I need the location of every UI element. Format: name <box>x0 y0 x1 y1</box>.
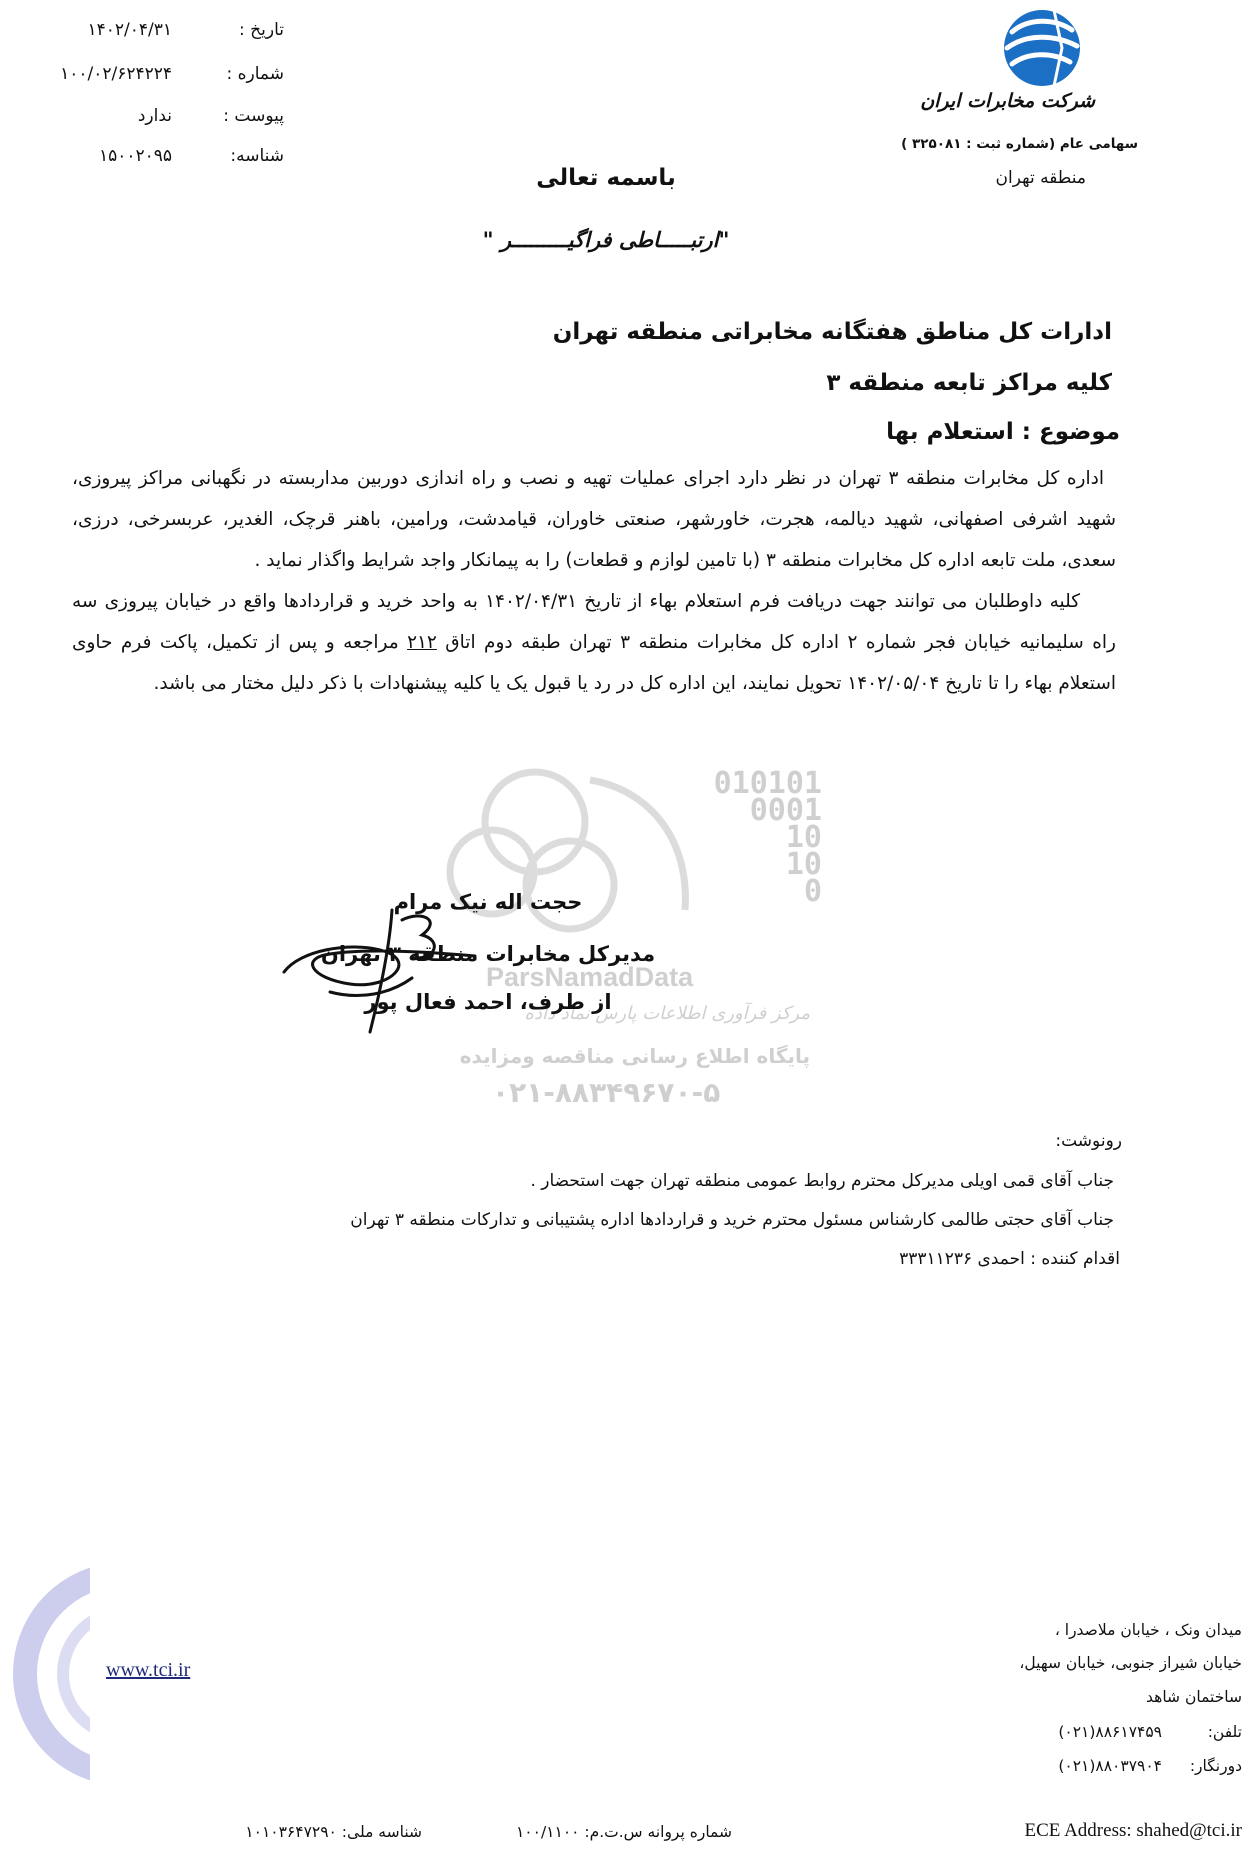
body-paragraph-1: اداره کل مخابرات منطقه ۳ تهران در نظر دارد اجرای عملیات تهیه و نصب و راه اندازی دوربین مداربسته در نگهبانی مراکز پیروزی، شهید اشرفی اصفهانی، شهید دیالمه، هجرت، خاورشهر، صنعتی خاوران، قیامدشت، ورامین، باهنر قرچک، الغدیر، عربسرخی، درزی، سعدی، ملت تابعه اداره کل مخابرات منطقه ۳ (با تامین لوازم و قطعات) را به پیمانکار واجد شرایط واگذار نماید . <box>72 468 1116 571</box>
region-name: منطقه تهران <box>995 168 1086 188</box>
registration-number: سهامی عام (شماره ثبت : ۳۲۵۰۸۱ ) <box>901 136 1138 152</box>
identifier-label: شناسه: <box>230 146 284 166</box>
date-value: ۱۴۰۲/۰۴/۳۱ <box>87 20 172 40</box>
body-paragraph-2-end: مراجعه و پس از تکمیل، پاکت فرم حاوی استعلام بهاء را تا تاریخ ۱۴۰۲/۰۵/۰۴ تحویل نمایند، این اداره کل در رد یا قبول یک یا کلیه پیشنهادات با ذکر دلیل مختار می باشد. <box>72 632 1116 694</box>
body-paragraph-2-start: کلیه داوطلبان می توانند جهت دریافت فرم استعلام بهاء از تاریخ ۱۴۰۲/۰۴/۳۱ به واحد خرید و قراردادها واقع در خیابان پیروزی سه راه سلیمانیه خیابان فجر شماره ۲ اداره کل مخابرات منطقه ۳ تهران طبقه دوم اتاق <box>72 591 1116 653</box>
watermark-binary-row: 10 <box>785 820 822 855</box>
handled-by: اقدام کننده : احمدی ۳۳۳۱۱۲۳۶ <box>899 1249 1120 1269</box>
watermark-binary-row: 0 <box>803 874 822 909</box>
company-name: شرکت مخابرات ایران <box>920 90 1095 112</box>
body-paragraph-2 <box>72 581 1116 704</box>
tci-logo-icon <box>992 6 1092 92</box>
subject: موضوع : استعلام بها <box>886 419 1120 445</box>
watermark-binary-row: 10 <box>785 847 822 882</box>
watermark-binary <box>713 766 822 909</box>
number-value: ۱۰۰/۰۲/۶۲۴۲۲۴ <box>60 64 172 84</box>
address-line-1: میدان ونک ، خیابان ملاصدرا ، <box>1054 1621 1242 1639</box>
watermark-phone: ۰۲۱-۸۸۳۴۹۶۷۰-۵ <box>492 1076 721 1109</box>
recipient-line-1: ادارات کل مناطق هفتگانه مخابراتی منطقه تهران <box>552 319 1112 345</box>
slogan: "ارتبـــــاطی فراگیـــــــــر " <box>482 228 730 252</box>
number-label: شماره : <box>226 64 284 84</box>
license-number: شماره پروانه س.ت.م: ۱۰۰/۱۱۰۰ <box>515 1823 732 1841</box>
watermark-brand: ParsNamadData <box>486 962 694 992</box>
fax-value: (۰۲۱)۸۸۰۳۷۹۰۴ <box>1058 1757 1162 1775</box>
identifier-value: ۱۵۰۰۲۰۹۵ <box>98 146 172 166</box>
national-id: شناسه ملی: ۱۰۱۰۳۶۴۷۲۹۰ <box>245 1823 422 1841</box>
watermark-binary-row: 0001 <box>749 793 822 828</box>
signatory-title: مدیرکل مخابرات منطقه ۳ تهران <box>320 942 656 966</box>
letter-body <box>72 458 1116 704</box>
cc-recipient-1: جناب آقای قمی اویلی مدیرکل محترم روابط عمومی منطقه تهران جهت استحضار . <box>530 1171 1114 1191</box>
date-label: تاریخ : <box>239 20 284 40</box>
watermark-service: پایگاه اطلاع رسانی مناقصه ومزایده <box>459 1044 810 1068</box>
ece-address: ECE Address: shahed@tci.ir <box>1024 1820 1242 1841</box>
cc-recipient-2: جناب آقای حجتی طالمی کارشناس مسئول محترم خرید و قراردادها اداره پشتیبانی و تدارکات منطقه ۳ تهران <box>350 1210 1114 1230</box>
footer-arc-decoration <box>0 1562 90 1792</box>
address-line-2: خیابان شیراز جنوبی، خیابان سهیل، <box>1019 1654 1242 1672</box>
watermark-binary-row: 010101 <box>713 766 822 801</box>
phone-label: تلفن: <box>1207 1723 1242 1741</box>
recipient-line-2: کلیه مراکز تابعه منطقه ۳ <box>826 370 1112 396</box>
invocation: باسمه تعالی <box>536 165 676 191</box>
watermark-tagline: مرکز فرآوری اطلاعات پارس نماد داده <box>524 1003 810 1024</box>
room-number: ۲۱۲ <box>407 632 437 653</box>
fax-label: دورنگار: <box>1189 1757 1242 1775</box>
signatory-name: حجت اله نیک مرام <box>393 890 583 914</box>
handwritten-signature <box>270 880 500 1040</box>
website-link: www.tci.ir <box>106 1659 191 1681</box>
cc-label: رونوشت: <box>1055 1131 1122 1151</box>
attachment-value: ندارد <box>137 106 172 126</box>
address-line-3: ساختمان شاهد <box>1146 1688 1242 1706</box>
phone-value: (۰۲۱)۸۸۶۱۷۴۵۹ <box>1058 1723 1162 1741</box>
attachment-label: پیوست : <box>223 106 284 126</box>
signatory-on-behalf: از طرف، احمد فعال پور <box>364 990 612 1014</box>
